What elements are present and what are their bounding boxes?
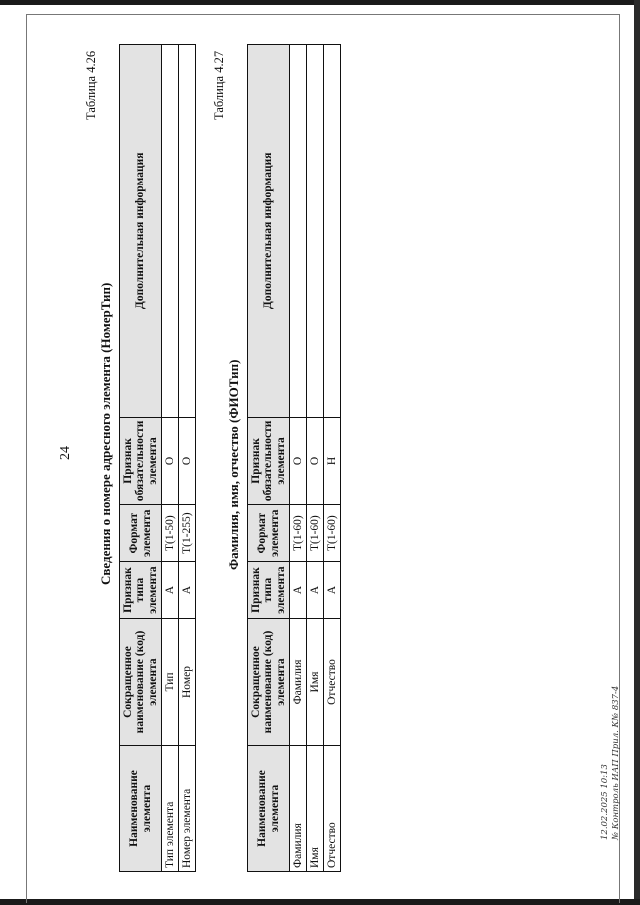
- cell-additional-info: [290, 45, 307, 418]
- table-4-26: [119, 44, 196, 872]
- cell-element-name: Имя: [307, 745, 324, 871]
- cell-required-flag: О: [179, 417, 196, 505]
- table-row: [290, 45, 307, 872]
- cell-type-flag: А: [324, 562, 341, 619]
- header-element-name: Наименование элемента: [120, 745, 162, 871]
- page-number: 24: [58, 446, 73, 460]
- cell-short-code: Номер: [179, 619, 196, 746]
- cell-format: Т(1-50): [162, 505, 179, 562]
- scan-edge-top: [0, 0, 640, 5]
- cell-short-code: Отчество: [324, 619, 341, 746]
- header-short-code: Сокращенное наименование (код) элемента: [120, 619, 162, 746]
- cell-short-code: Тип: [162, 619, 179, 746]
- cell-type-flag: А: [307, 562, 324, 619]
- cell-additional-info: [324, 45, 341, 418]
- header-additional-info: Дополнительная информация: [248, 45, 290, 418]
- cell-type-flag: А: [162, 562, 179, 619]
- table-4-27: [247, 44, 341, 872]
- registration-stamp: [600, 686, 622, 840]
- cell-required-flag: О: [290, 417, 307, 505]
- cell-additional-info: [307, 45, 324, 418]
- cell-required-flag: Н: [324, 417, 341, 505]
- cell-format: Т(1-60): [290, 505, 307, 562]
- cell-element-name: Фамилия: [290, 745, 307, 871]
- table-row: [307, 45, 324, 872]
- header-type-flag: Признак типа элемента: [120, 562, 162, 619]
- header-type-flag: Признак типа элемента: [248, 562, 290, 619]
- table-4-26-title: Сведения о номере адресного элемента (НомерТип): [98, 282, 113, 585]
- stamp-line-date: 12.02.2025 10:13: [600, 764, 610, 840]
- table-header-row: [248, 45, 290, 872]
- table-header-row: [120, 45, 162, 872]
- cell-additional-info: [179, 45, 196, 418]
- cell-format: Т(1-60): [307, 505, 324, 562]
- table-row: [162, 45, 179, 872]
- stamp-line-ref: № Контроль ИАП Прил. К№ 837-4: [611, 685, 621, 840]
- cell-short-code: Фамилия: [290, 619, 307, 746]
- cell-format: Т(1-60): [324, 505, 341, 562]
- cell-short-code: Имя: [307, 619, 324, 746]
- cell-type-flag: А: [179, 562, 196, 619]
- table-row: [324, 45, 341, 872]
- header-element-name: Наименование элемента: [248, 745, 290, 871]
- table-4-26-label: Таблица 4.26: [84, 50, 98, 120]
- table-4-27-label: Таблица 4.27: [212, 50, 226, 120]
- header-format: Формат элемента: [120, 505, 162, 562]
- cell-element-name: Отчество: [324, 745, 341, 871]
- cell-type-flag: А: [290, 562, 307, 619]
- header-format: Формат элемента: [248, 505, 290, 562]
- scan-edge-right: [634, 0, 640, 905]
- cell-required-flag: О: [162, 417, 179, 505]
- header-short-code: Сокращенное наименование (код) элемента: [248, 619, 290, 746]
- table-4-27-title: Фамилия, имя, отчество (ФИОТип): [226, 359, 241, 570]
- rotated-page-content: [40, 10, 630, 880]
- cell-element-name: Номер элемента: [179, 745, 196, 871]
- cell-format: Т(1-255): [179, 505, 196, 562]
- cell-additional-info: [162, 45, 179, 418]
- cell-required-flag: О: [307, 417, 324, 505]
- header-additional-info: Дополнительная информация: [120, 45, 162, 418]
- header-required-flag: Признак обязательности элемента: [120, 417, 162, 505]
- table-row: [179, 45, 196, 872]
- cell-element-name: Тип элемента: [162, 745, 179, 871]
- header-required-flag: Признак обязательности элемента: [248, 417, 290, 505]
